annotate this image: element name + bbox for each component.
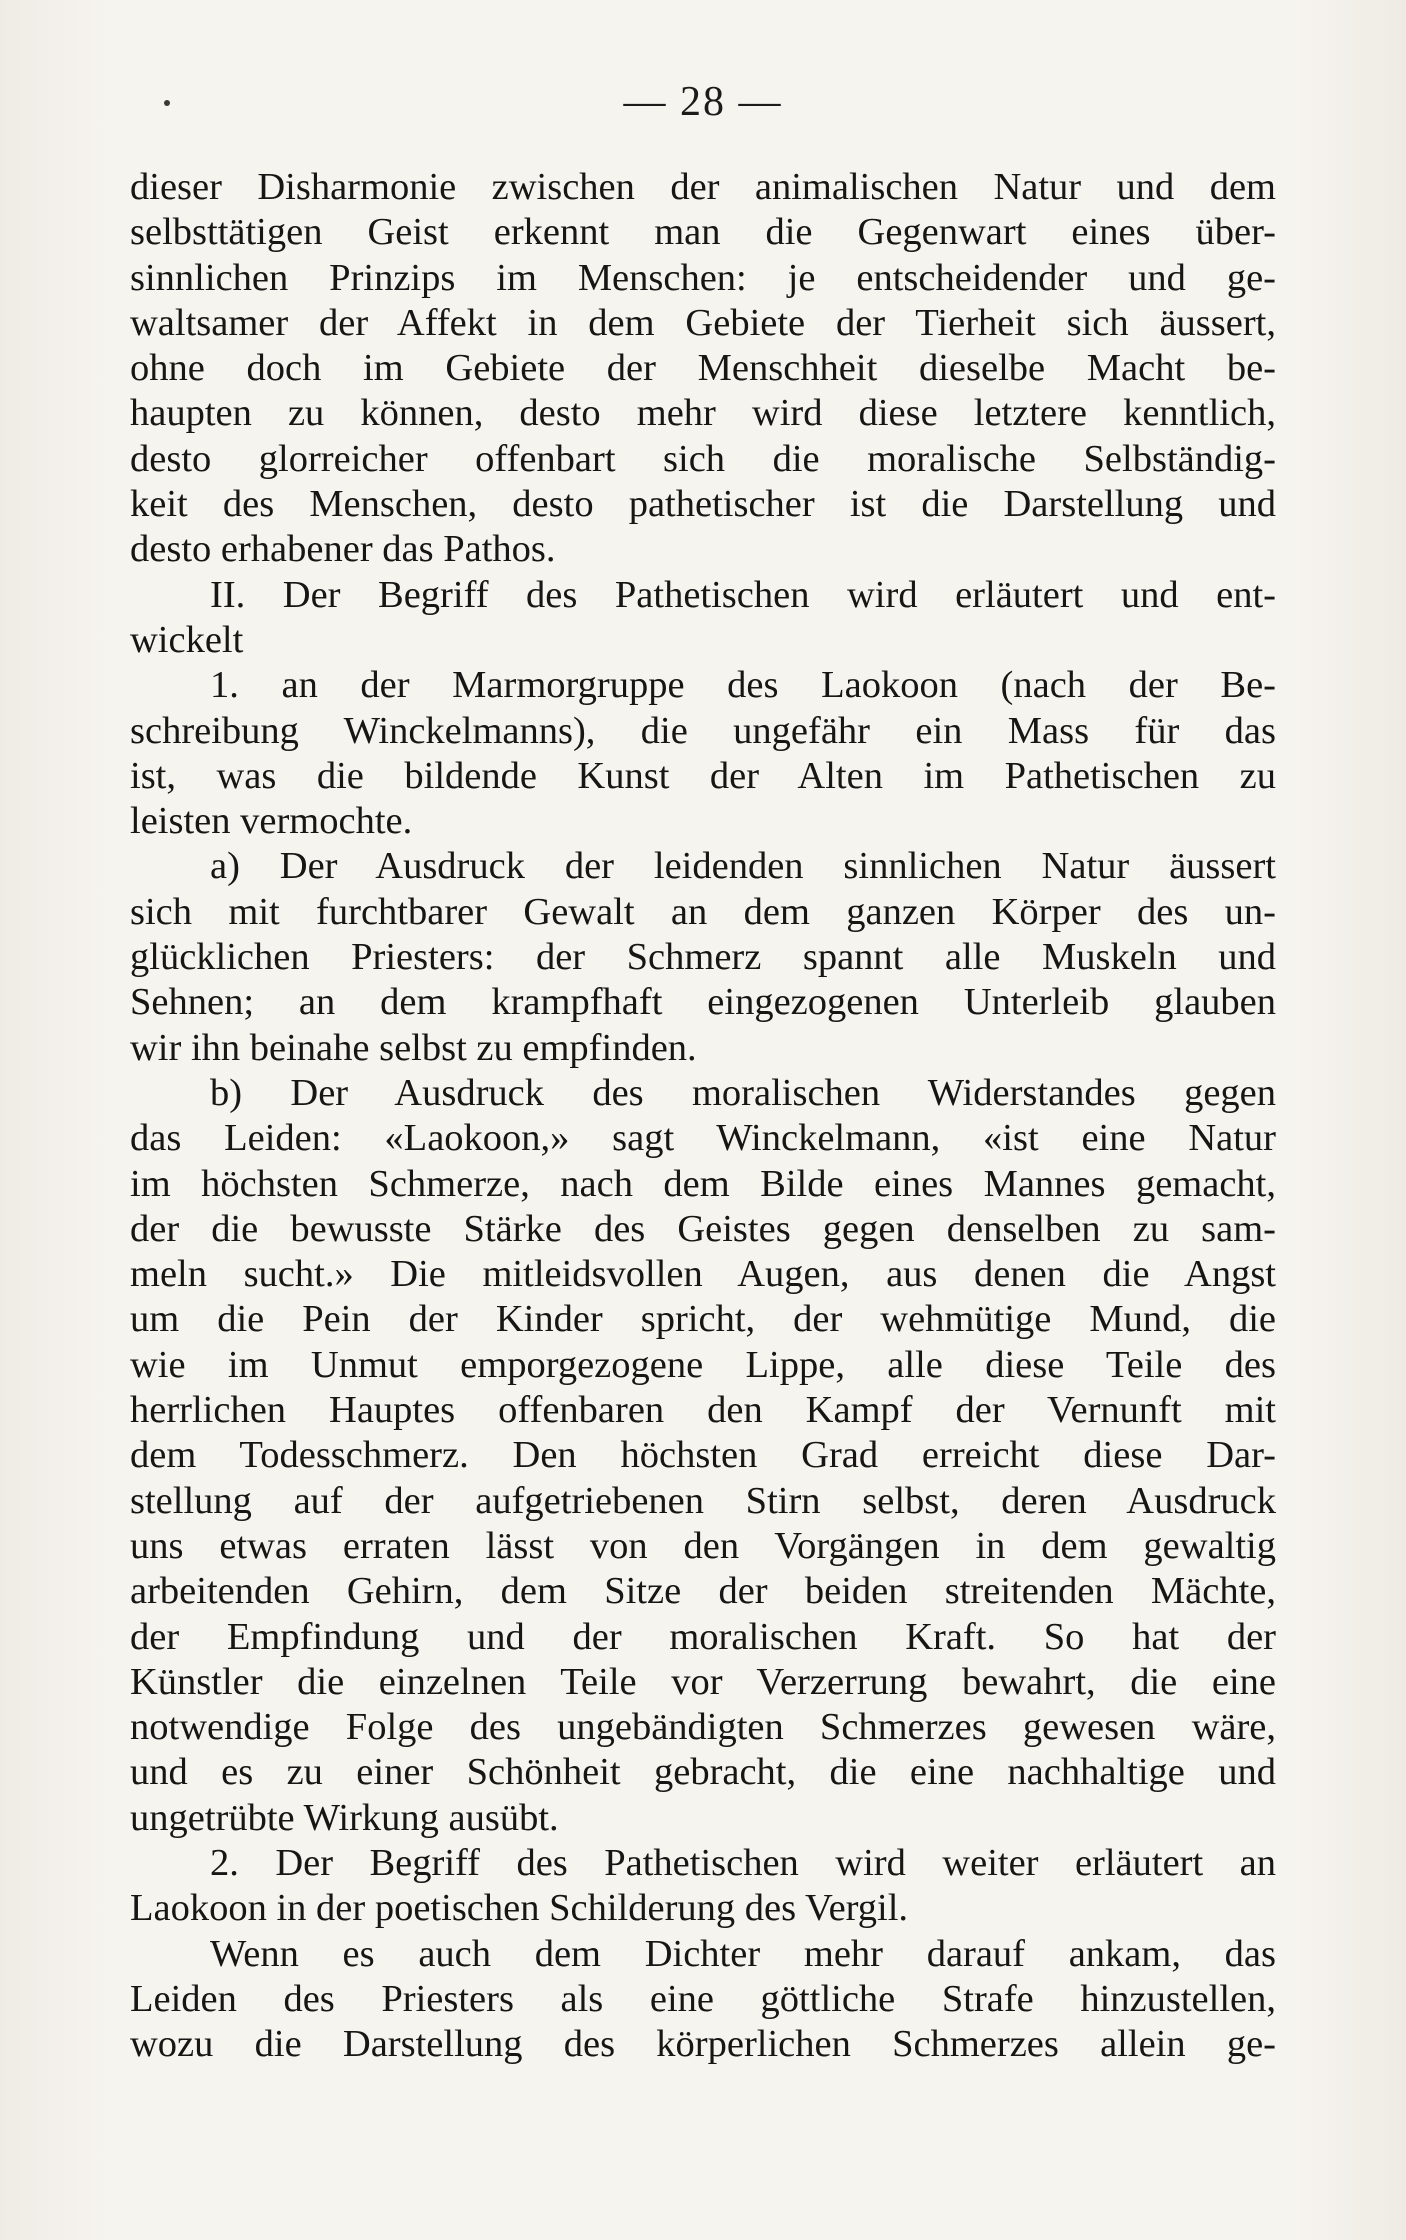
- text-line: wir ihn beinahe selbst zu empfinden.: [130, 1026, 697, 1069]
- text-line: Wenn es auch dem Dichter mehr darauf ankam, das: [210, 1932, 1276, 1975]
- text-line: Sehnen; an dem krampfhaft eingezogenen Unterleib glauben: [130, 981, 1276, 1024]
- text-line: ohne doch im Gebiete der Menschheit dieselbe Macht be-: [130, 347, 1276, 390]
- text-line: arbeitenden Gehirn, dem Sitze der beiden streitenden Mächte,: [130, 1570, 1276, 1613]
- text-line: dieser Disharmonie zwischen der animalischen Natur und dem: [130, 166, 1276, 208]
- text-line: sich mit furchtbarer Gewalt an dem ganzen Körper des un-: [130, 890, 1276, 933]
- text-line: im höchsten Schmerze, nach dem Bilde eines Mannes gemacht,: [130, 1162, 1276, 1205]
- text-line: das Leiden: «Laokoon,» sagt Winckelmann, «ist eine Natur: [130, 1117, 1276, 1160]
- text-line: wickelt: [130, 618, 244, 661]
- text-line: desto erhabener das Pathos.: [130, 528, 556, 571]
- text-line: Leiden des Priesters als eine göttliche Strafe hinzustellen,: [130, 1977, 1276, 2020]
- page-number: — 28 —: [623, 79, 783, 125]
- text-line: glücklichen Priesters: der Schmerz spannt alle Muskeln und: [130, 936, 1276, 979]
- text-line: uns etwas erraten lässt von den Vorgängen in dem gewaltig: [130, 1524, 1276, 1567]
- text-line: der Empfindung und der moralischen Kraft. So hat der: [130, 1615, 1276, 1658]
- text-line: 2. Der Begriff des Pathetischen wird weiter erläutert an: [210, 1841, 1276, 1884]
- text-line: dem Todesschmerz. Den höchsten Grad erreicht diese Dar-: [130, 1434, 1276, 1477]
- text-line: stellung auf der aufgetriebenen Stirn selbst, deren Ausdruck: [130, 1479, 1276, 1522]
- text-line: 1. an der Marmorgruppe des Laokoon (nach der Be-: [210, 664, 1276, 707]
- text-line: und es zu einer Schönheit gebracht, die eine nachhaltige und: [130, 1751, 1276, 1794]
- text-line: meln sucht.» Die mitleidsvollen Augen, aus denen die Angst: [130, 1253, 1276, 1296]
- text-line: notwendige Folge des ungebändigten Schmerzes gewesen wäre,: [130, 1706, 1276, 1749]
- text-line: haupten zu können, desto mehr wird diese letztere kenntlich,: [130, 392, 1276, 435]
- text-line: wie im Unmut emporgezogene Lippe, alle diese Teile des: [130, 1343, 1276, 1386]
- text-line: waltsamer der Affekt in dem Gebiete der Tierheit sich äussert,: [130, 301, 1276, 344]
- text-line: Künstler die einzelnen Teile vor Verzerrung bewahrt, die eine: [130, 1660, 1276, 1703]
- text-line: der die bewusste Stärke des Geistes gegen denselben zu sam-: [130, 1207, 1276, 1250]
- text-line: b) Der Ausdruck des moralischen Widerstandes gegen: [210, 1071, 1276, 1114]
- text-line: herrlichen Hauptes offenbaren den Kampf der Vernunft mit: [130, 1389, 1276, 1432]
- text-line: ungetrübte Wirkung ausübt.: [130, 1796, 559, 1839]
- text-line: a) Der Ausdruck der leidenden sinnlichen Natur äussert: [210, 845, 1276, 888]
- text-line: wozu die Darstellung des körperlichen Schmerzes allein ge-: [130, 2023, 1276, 2066]
- body-text: [130, 165, 1276, 2067]
- text-line: selbsttätigen Geist erkennt man die Gegenwart eines über-: [130, 211, 1276, 254]
- text-line: schreibung Winckelmanns), die ungefähr ein Mass für das: [130, 709, 1276, 752]
- text-line: um die Pein der Kinder spricht, der wehmütige Mund, die: [130, 1298, 1276, 1341]
- text-line: leisten vermochte.: [130, 800, 413, 843]
- text-line: sinnlichen Prinzips im Menschen: je entscheidender und ge-: [130, 256, 1276, 299]
- text-line: desto glorreicher offenbart sich die moralische Selbständig-: [130, 437, 1276, 480]
- text-line: II. Der Begriff des Pathetischen wird erläutert und ent-: [210, 573, 1276, 616]
- text-line: ist, was die bildende Kunst der Alten im Pathetischen zu: [130, 754, 1276, 797]
- text-line: Laokoon in der poetischen Schilderung des Vergil.: [130, 1887, 909, 1930]
- text-line: keit des Menschen, desto pathetischer ist die Darstellung und: [130, 483, 1276, 526]
